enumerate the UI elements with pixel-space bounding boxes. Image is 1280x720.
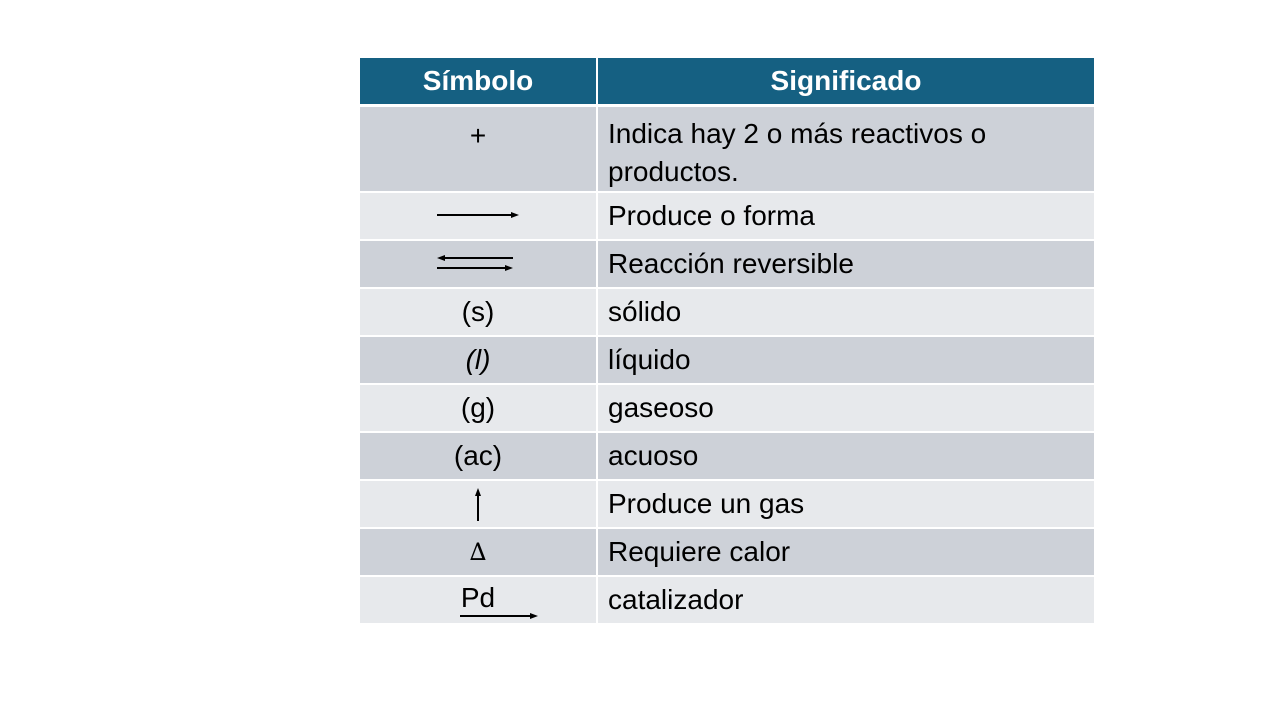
meaning-cell: acuoso <box>608 440 699 471</box>
symbol-cell <box>360 577 598 623</box>
table-row <box>360 289 1094 337</box>
symbol-cell <box>360 193 598 239</box>
table-row <box>360 385 1094 433</box>
header-meaning: Significado <box>770 65 922 96</box>
table-header <box>360 58 1094 107</box>
aqueous-symbol: (ac) <box>453 440 503 471</box>
symbol-cell <box>360 337 598 383</box>
symbol-cell <box>360 289 598 335</box>
symbol-cell <box>360 481 598 527</box>
symbol-cell <box>360 529 598 575</box>
table-row <box>360 577 1094 623</box>
meaning-cell: Requiere calor <box>608 536 791 567</box>
meaning-cell: Produce o forma <box>608 200 815 231</box>
reversible-arrows-icon <box>433 245 523 279</box>
delta-symbol: ∆ <box>469 538 487 566</box>
symbol-cell <box>360 433 598 479</box>
plus-symbol: + <box>469 120 487 151</box>
meaning-cell: líquido <box>608 344 691 375</box>
table-row <box>360 529 1094 577</box>
symbol-cell <box>360 107 598 191</box>
meaning-cell: gaseoso <box>608 392 714 423</box>
symbols-table <box>360 58 1094 623</box>
meaning-cell: Indica hay 2 o más reactivos o productos. <box>608 118 987 187</box>
table-row <box>360 107 1094 193</box>
up-arrow-icon <box>468 485 488 523</box>
meaning-cell: sólido <box>608 296 682 327</box>
symbol-cell <box>360 385 598 431</box>
liquid-symbol: (l) <box>465 344 491 375</box>
catalyst-arrow-icon <box>458 610 542 622</box>
catalyst-label: Pd <box>460 582 496 613</box>
table-row <box>360 481 1094 529</box>
right-arrow-icon <box>433 197 523 231</box>
meaning-cell: Reacción reversible <box>608 248 854 279</box>
header-symbol: Símbolo <box>360 58 598 104</box>
table-row <box>360 433 1094 481</box>
meaning-cell: catalizador <box>608 584 744 615</box>
table-row <box>360 193 1094 241</box>
symbol-cell <box>360 241 598 287</box>
meaning-cell: Produce un gas <box>608 488 805 519</box>
solid-symbol: (s) <box>461 296 495 327</box>
table-row <box>360 241 1094 289</box>
table-row <box>360 337 1094 385</box>
gas-symbol: (g) <box>460 392 496 423</box>
